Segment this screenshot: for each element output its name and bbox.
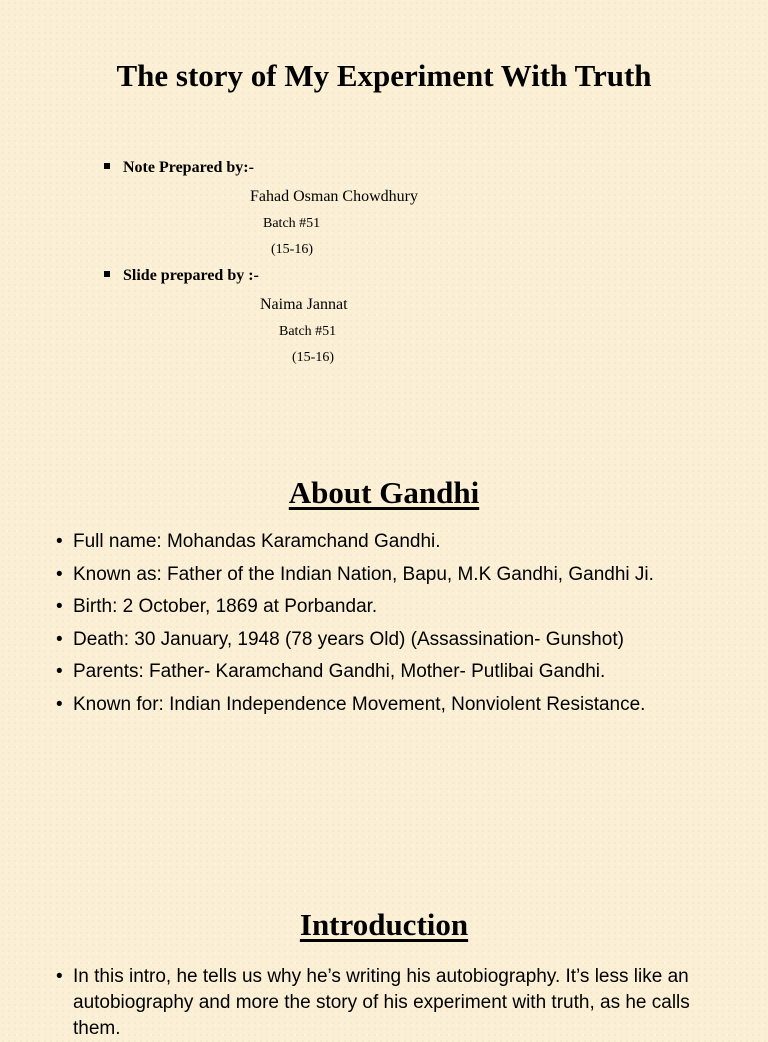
slide-author-session: (15-16) — [292, 350, 334, 365]
list-item: • Full name: Mohandas Karamchand Gandhi. — [56, 526, 716, 559]
introduction-slide — [0, 880, 768, 1039]
list-item: • Known for: Indian Independence Movement, Nonviolent Resistance. — [56, 689, 716, 722]
note-author-session: (15-16) — [271, 242, 313, 257]
list-item: • Parents: Father- Karamchand Gandhi, Mother- Putlibai Gandhi. — [56, 656, 716, 689]
list-item: • Death: 30 January, 1948 (78 years Old) (Assassination- Gunshot) — [56, 624, 716, 657]
list-item: • In this intro, he tells us why he’s writing his autobiography. It’s less like an autobiography and more the story of his experiment with truth, as he calls them. — [56, 964, 716, 1042]
introduction-heading: Introduction — [299, 907, 469, 942]
about-gandhi-slide — [0, 440, 768, 860]
square-bullet-icon — [104, 163, 110, 169]
list-item: • Birth: 2 October, 1869 at Porbandar. — [56, 591, 716, 624]
slide-author-batch: Batch #51 — [279, 324, 337, 339]
list-item: • Known as: Father of the Indian Nation, Bapu, M.K Gandhi, Gandhi Ji. — [56, 559, 716, 592]
slide-author-name: Naima Jannat — [260, 296, 348, 313]
note-prepared-label: Note Prepared by:- — [104, 158, 254, 178]
about-gandhi-list — [56, 526, 716, 721]
title-slide — [0, 0, 768, 420]
square-bullet-icon — [104, 271, 110, 277]
note-author-batch: Batch #51 — [263, 216, 321, 231]
slide-prepared-label: Slide prepared by :- — [104, 266, 259, 286]
page-title: The story of My Experiment With Truth — [116, 58, 652, 93]
note-author-name: Fahad Osman Chowdhury — [250, 188, 418, 205]
about-gandhi-heading: About Gandhi — [288, 475, 480, 510]
introduction-list — [56, 964, 716, 1042]
